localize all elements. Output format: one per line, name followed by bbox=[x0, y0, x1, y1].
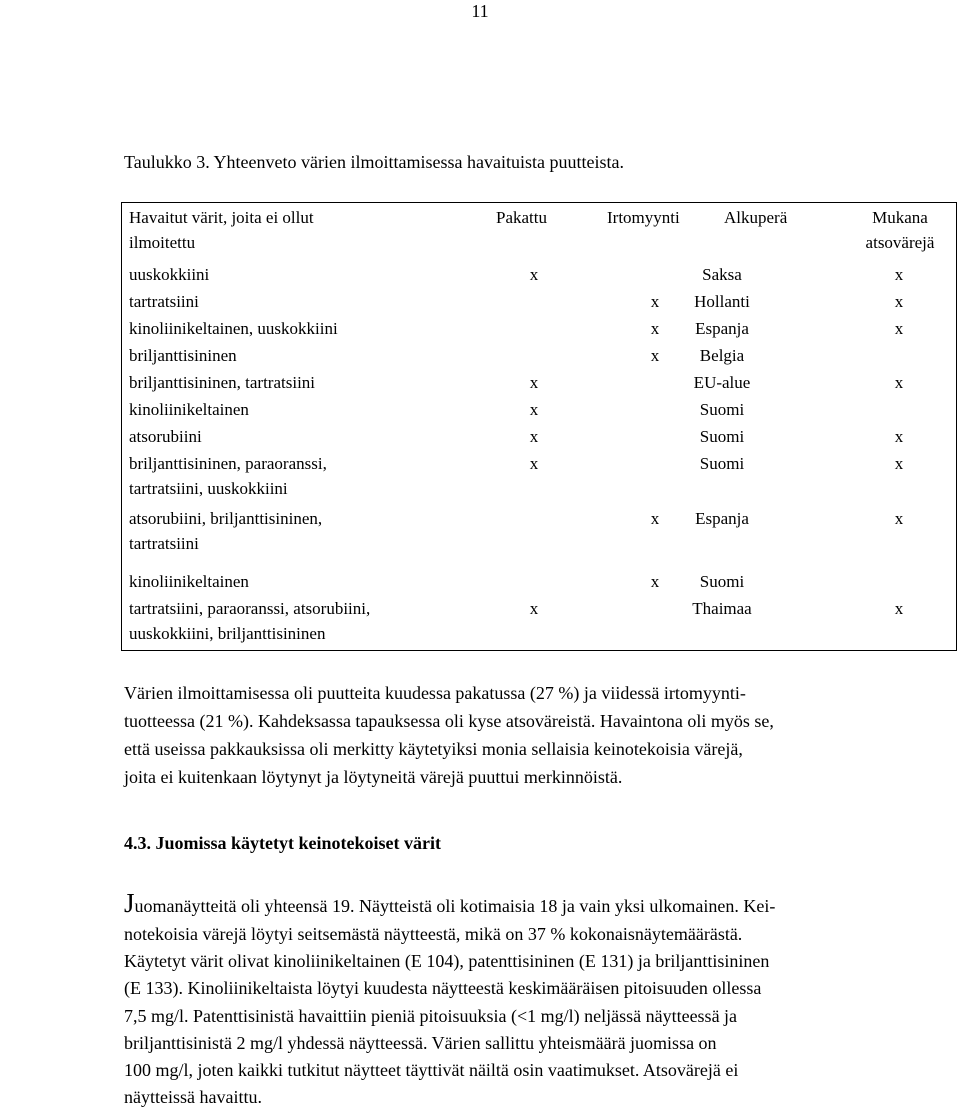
paragraph-line: tuotteessa (21 %). Kahdeksassa tapauksessa oli kyse atsoväreistä. Havaintona oli myös se, bbox=[124, 711, 774, 731]
row-bulk-mark: x bbox=[650, 346, 660, 365]
row-origin-text: Thaimaa bbox=[692, 599, 752, 618]
row-bulk-mark: x bbox=[650, 509, 660, 528]
row-colors-line: tartratsiini bbox=[129, 292, 199, 311]
row-colors bbox=[129, 451, 327, 501]
page-number: 11 bbox=[471, 1, 489, 21]
header-packed: Pakattu bbox=[496, 208, 547, 227]
row-packed-mark: x bbox=[529, 265, 539, 284]
row-bulk-mark: x bbox=[650, 572, 660, 591]
row-packed-mark: x bbox=[529, 427, 539, 446]
row-azo-mark: x bbox=[894, 319, 904, 338]
row-packed-mark: x bbox=[529, 400, 539, 419]
row-origin-text: Espanja bbox=[695, 509, 749, 528]
section-first-line bbox=[124, 888, 776, 920]
row-colors bbox=[129, 289, 199, 314]
row-colors-line: briljanttisininen bbox=[129, 346, 237, 365]
row-colors-line: uuskokkiini, briljanttisininen bbox=[129, 624, 326, 643]
row-colors-line: tartratsiini, uuskokkiini bbox=[129, 479, 288, 498]
row-colors-line: uuskokkiini bbox=[129, 265, 210, 284]
row-colors-line: tartratsiini, paraoranssi, atsorubiini, bbox=[129, 599, 371, 618]
header-bulk: Irtomyynti bbox=[607, 208, 680, 227]
row-colors-line: briljanttisininen, tartratsiini bbox=[129, 373, 316, 392]
row-bulk-mark: x bbox=[650, 319, 660, 338]
row-colors bbox=[129, 262, 209, 287]
paragraph-line: Värien ilmoittamisessa oli puutteita kuudessa pakatussa (27 %) ja viidessä irtomyynti- bbox=[124, 683, 746, 703]
section-heading: 4.3. Juomissa käytetyt keinotekoiset värit bbox=[124, 833, 441, 853]
row-origin-text: Suomi bbox=[699, 427, 745, 446]
section-line: notekoisia värejä löytyi seitsemästä näytteestä, mikä on 37 % kokonaisnäytemäärästä. bbox=[124, 924, 743, 944]
table-caption: Taulukko 3. Yhteenveto värien ilmoittamisessa havaituista puutteista. bbox=[124, 152, 624, 172]
row-colors bbox=[129, 370, 315, 395]
drop-cap: J bbox=[124, 888, 135, 918]
row-colors bbox=[129, 569, 249, 594]
row-azo-mark: x bbox=[894, 427, 904, 446]
row-origin-text: Belgia bbox=[699, 346, 745, 365]
row-packed-mark: x bbox=[529, 373, 539, 392]
row-azo-mark: x bbox=[894, 454, 904, 473]
paragraph-line: joita ei kuitenkaan löytynyt ja löytyneitä värejä puuttui merkinnöistä. bbox=[124, 767, 623, 787]
row-azo-mark: x bbox=[894, 599, 904, 618]
row-colors bbox=[129, 506, 322, 556]
row-colors-line: kinoliinikeltainen, uuskokkiini bbox=[129, 319, 338, 338]
row-origin-text: Espanja bbox=[695, 319, 749, 338]
row-azo-mark: x bbox=[894, 292, 904, 311]
row-colors-line: tartratsiini bbox=[129, 534, 199, 553]
header-colors-line: Havaitut värit, joita ei ollut bbox=[129, 208, 314, 227]
section-line: Käytetyt värit olivat kinoliinikeltainen (E 104), patenttisininen (E 131) ja briljanttisininen bbox=[124, 951, 770, 972]
row-colors bbox=[129, 397, 249, 422]
header-colors bbox=[129, 205, 314, 255]
row-colors-line: briljanttisininen, paraoranssi, bbox=[129, 454, 327, 473]
header-origin: Alkuperä bbox=[724, 208, 788, 227]
row-origin-text: Suomi bbox=[699, 400, 745, 419]
section-line: 7,5 mg/l. Patenttisinistä havaittiin pieniä pitoisuuksia (<1 mg/l) neljässä näytteessä ja bbox=[124, 1005, 738, 1026]
first-line-text: uomanäytteitä oli yhteensä 19. Näytteistä oli kotimaisia 18 ja vain yksi ulkomainen. Kei- bbox=[134, 896, 776, 916]
header-colors-line: ilmoitettu bbox=[129, 233, 196, 252]
row-colors-line: atsorubiini bbox=[129, 427, 202, 446]
row-origin-text: Suomi bbox=[699, 572, 745, 591]
row-colors bbox=[129, 596, 370, 646]
section-line: näytteissä havaittu. bbox=[124, 1087, 262, 1108]
row-packed-mark: x bbox=[529, 454, 539, 473]
row-colors-line: kinoliinikeltainen bbox=[129, 572, 249, 591]
section-line: 100 mg/l, joten kaikki tutkitut näytteet täyttivät näiltä osin vaatimukset. Atsovärejä ei bbox=[124, 1060, 739, 1080]
row-origin-text: EU-alue bbox=[693, 373, 751, 392]
section-line: briljanttisinistä 2 mg/l yhdessä näytteessä. Värien sallittu yhteismäärä juomissa on bbox=[124, 1032, 717, 1053]
row-origin-text: Suomi bbox=[699, 454, 745, 473]
paragraph-line: että useissa pakkauksissa oli merkitty käytetyiksi monia sellaisia keinotekoisia värejä, bbox=[124, 739, 743, 759]
row-bulk-mark: x bbox=[650, 292, 660, 311]
row-origin-text: Hollanti bbox=[694, 292, 750, 311]
header-azo-line: atsovärejä bbox=[865, 233, 935, 252]
row-colors bbox=[129, 343, 237, 368]
row-origin-text: Saksa bbox=[702, 265, 742, 284]
row-colors bbox=[129, 316, 338, 341]
section-line: (E 133). Kinoliinikeltaista löytyi kuudesta näytteestä keskimääräisen pitoisuuden ollessa bbox=[124, 978, 762, 999]
row-colors-line: atsorubiini, briljanttisininen, bbox=[129, 509, 323, 528]
row-azo-mark: x bbox=[894, 509, 904, 528]
row-azo-mark: x bbox=[894, 265, 904, 284]
row-colors bbox=[129, 424, 202, 449]
summary-table bbox=[121, 202, 957, 651]
row-colors-line: kinoliinikeltainen bbox=[129, 400, 249, 419]
header-azo bbox=[845, 205, 955, 255]
row-azo-mark: x bbox=[894, 373, 904, 392]
row-packed-mark: x bbox=[529, 599, 539, 618]
header-azo-line: Mukana bbox=[872, 208, 928, 227]
